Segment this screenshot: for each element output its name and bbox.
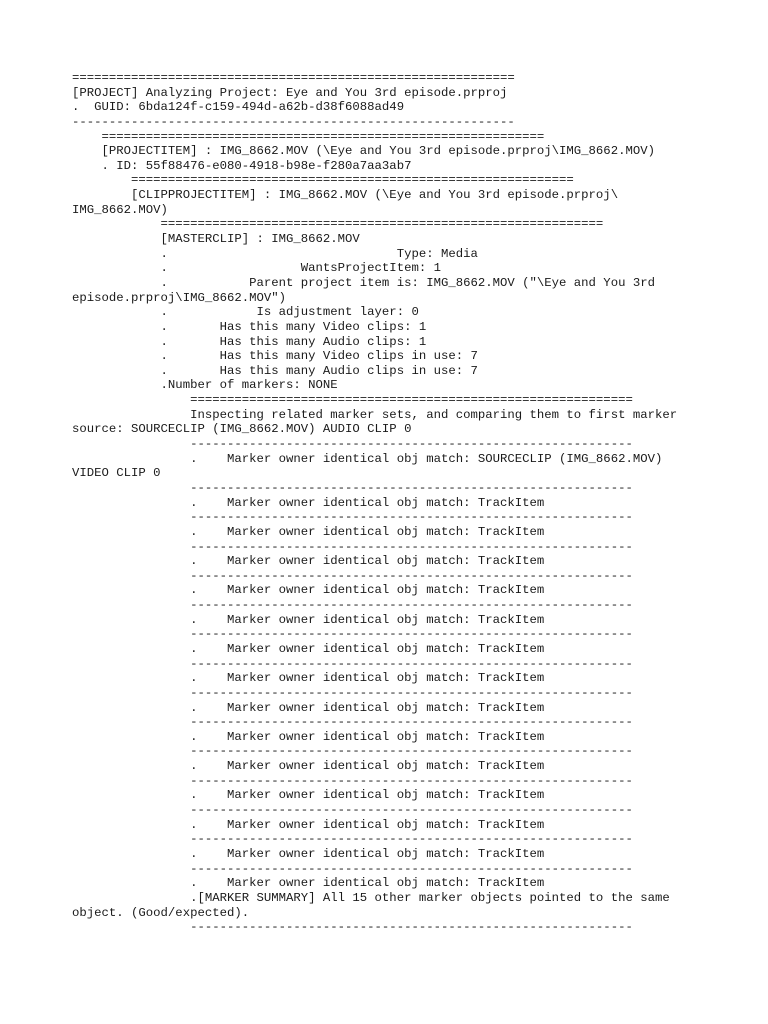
log-line: . Marker owner identical obj match: TrackItem bbox=[72, 524, 545, 539]
log-line: . Marker owner identical obj match: TrackItem bbox=[72, 788, 545, 803]
log-line: object. (Good/expected). bbox=[72, 905, 250, 920]
log-line: [CLIPPROJECTITEM] : IMG_8662.MOV (\Eye and You 3rd episode.prproj\ bbox=[72, 188, 619, 203]
log-line: ------------------------------------------------------------ bbox=[72, 480, 633, 495]
log-line: ------------------------------------------------------------ bbox=[72, 861, 633, 876]
log-line: . Marker owner identical obj match: TrackItem bbox=[72, 817, 545, 832]
log-line: ------------------------------------------------------------ bbox=[72, 114, 515, 129]
log-line: ------------------------------------------------------------ bbox=[72, 568, 633, 583]
log-line: ============================================================ bbox=[72, 129, 545, 144]
log-line: [PROJECT] Analyzing Project: Eye and You 3rd episode.prproj bbox=[72, 85, 508, 100]
log-line: . Parent project item is: IMG_8662.MOV ("\Eye and You 3rd bbox=[72, 275, 655, 290]
log-line: . Is adjustment layer: 0 bbox=[72, 305, 419, 320]
log-line: ------------------------------------------------------------ bbox=[72, 773, 633, 788]
log-line: . GUID: 6bda124f-c159-494d-a62b-d38f6088ad49 bbox=[72, 100, 405, 115]
log-line: ------------------------------------------------------------ bbox=[72, 510, 633, 525]
log-line: ============================================================ bbox=[72, 217, 604, 232]
log-line: VIDEO CLIP 0 bbox=[72, 466, 161, 481]
log-line: .[MARKER SUMMARY] All 15 other marker objects pointed to the same bbox=[72, 890, 670, 905]
log-line: . Marker owner identical obj match: TrackItem bbox=[72, 700, 545, 715]
log-line: episode.prproj\IMG_8662.MOV") bbox=[72, 290, 287, 305]
log-line: . Has this many Audio clips in use: 7 bbox=[72, 363, 478, 378]
log-line: ============================================================ bbox=[72, 173, 574, 188]
log-line: ------------------------------------------------------------ bbox=[72, 437, 633, 452]
log-line: . Has this many Audio clips: 1 bbox=[72, 334, 427, 349]
log-line: . Has this many Video clips in use: 7 bbox=[72, 349, 478, 364]
log-line: . Has this many Video clips: 1 bbox=[72, 319, 427, 334]
log-line: Inspecting related marker sets, and comparing them to first marker bbox=[72, 407, 678, 422]
log-line: [PROJECTITEM] : IMG_8662.MOV (\Eye and You 3rd episode.prproj\IMG_8662.MOV) bbox=[72, 144, 655, 159]
log-line: . Marker owner identical obj match: TrackItem bbox=[72, 876, 545, 891]
log-line: IMG_8662.MOV) bbox=[72, 202, 168, 217]
log-line: ------------------------------------------------------------ bbox=[72, 685, 633, 700]
log-line: . Marker owner identical obj match: TrackItem bbox=[72, 671, 545, 686]
log-line: ============================================================ bbox=[72, 71, 515, 85]
log-line: ------------------------------------------------------------ bbox=[72, 803, 633, 818]
log-line: . Marker owner identical obj match: TrackItem bbox=[72, 612, 545, 627]
log-line: .Number of markers: NONE bbox=[72, 378, 338, 393]
log-line: ------------------------------------------------------------ bbox=[72, 598, 633, 613]
log-line: . Marker owner identical obj match: TrackItem bbox=[72, 495, 545, 510]
log-line: . Marker owner identical obj match: TrackItem bbox=[72, 583, 545, 598]
log-line: . Marker owner identical obj match: TrackItem bbox=[72, 846, 545, 861]
log-line: ------------------------------------------------------------ bbox=[72, 744, 633, 759]
log-line: ============================================================ bbox=[72, 393, 633, 408]
log-line: . ID: 55f88476-e080-4918-b98e-f280a7aa3ab7 bbox=[72, 158, 412, 173]
log-line: . Type: Media bbox=[72, 246, 478, 261]
log-line: ------------------------------------------------------------ bbox=[72, 832, 633, 847]
log-line: source: SOURCECLIP (IMG_8662.MOV) AUDIO CLIP 0 bbox=[72, 422, 412, 437]
log-line: ------------------------------------------------------------ bbox=[72, 715, 633, 730]
log-line: [MASTERCLIP] : IMG_8662.MOV bbox=[72, 232, 360, 247]
log-document bbox=[72, 71, 712, 935]
log-line: ------------------------------------------------------------ bbox=[72, 920, 633, 935]
log-line: . WantsProjectItem: 1 bbox=[72, 261, 441, 276]
log-line: . Marker owner identical obj match: TrackItem bbox=[72, 729, 545, 744]
log-line: . Marker owner identical obj match: SOURCECLIP (IMG_8662.MOV) bbox=[72, 451, 663, 466]
log-line: . Marker owner identical obj match: TrackItem bbox=[72, 759, 545, 774]
log-line: . Marker owner identical obj match: TrackItem bbox=[72, 554, 545, 569]
log-line: ------------------------------------------------------------ bbox=[72, 627, 633, 642]
log-line: ------------------------------------------------------------ bbox=[72, 539, 633, 554]
log-line: ------------------------------------------------------------ bbox=[72, 656, 633, 671]
log-line: . Marker owner identical obj match: TrackItem bbox=[72, 641, 545, 656]
